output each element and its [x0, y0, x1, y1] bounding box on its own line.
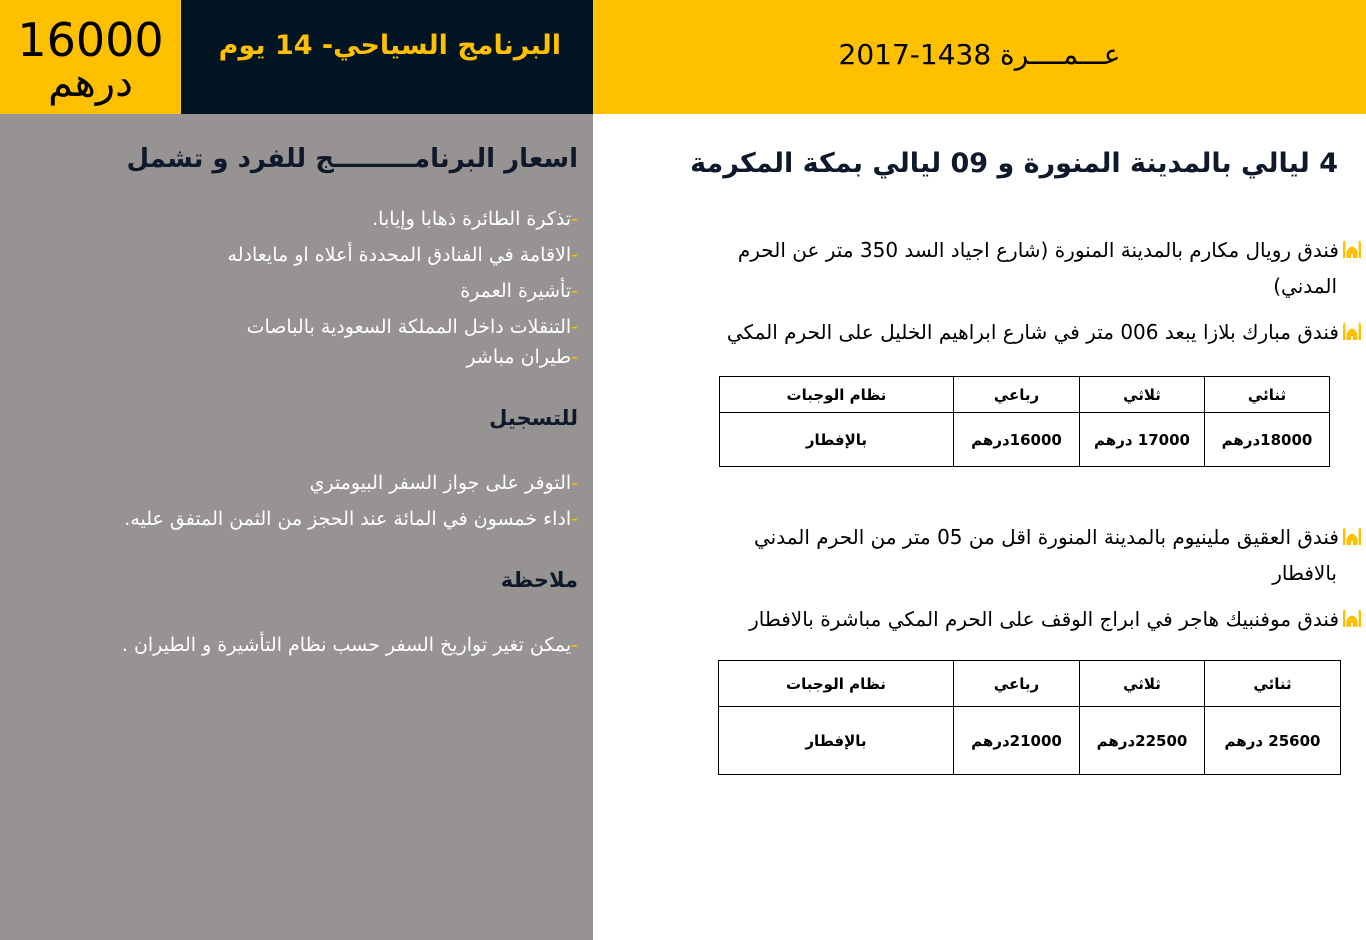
hotel-item-medina-1: فندق رويال مكارم بالمدينة المنورة (شارع اجياد السد 350 متر عن الحرم المدني) [622, 232, 1362, 304]
includes-item: -الاقامة في الفنادق المحددة أعلاه او مايعادله [227, 244, 578, 266]
includes-item: -تذكرة الطائرة ذهابا وإيابا. [372, 208, 578, 230]
table-cell: 25600 درهم [1205, 707, 1341, 775]
registration-item: -اداء خمسون في المائة عند الحجز من الثمن المتفق عليه. [124, 508, 578, 530]
table-cell: بالإفطار [720, 413, 954, 467]
mosque-icon [1342, 239, 1362, 259]
umrah-title-box [593, 0, 1366, 114]
hotel-item-mecca-1: فندق مبارك بلازا يبعد 006 متر في شارع ابراهيم الخليل على الحرم المكي [727, 314, 1362, 350]
includes-heading: اسعار البرنامـــــــــج للفرد و تشمل [126, 144, 578, 174]
table-header-row [720, 377, 1330, 413]
hotel-item-medina-2: فندق العقيق ملينيوم بالمدينة المنورة اقل من 05 متر من الحرم المدني بالافطار [622, 519, 1362, 591]
mosque-icon [1342, 526, 1362, 546]
table-header-cell: نظام الوجبات [719, 661, 954, 707]
table-header-cell: ثلاثي [1080, 661, 1205, 707]
mosque-icon [1342, 608, 1362, 628]
program-title-box [181, 0, 593, 114]
table-header-cell: رباعي [954, 661, 1080, 707]
registration-heading: للتسجيل [489, 406, 578, 430]
program-title: البرنامج السياحي- 14 يوم [218, 30, 561, 61]
price-table-2 [718, 660, 1341, 775]
table-cell: 16000درهم [954, 413, 1080, 467]
hotel-line-continued: بالافطار [1272, 561, 1337, 585]
includes-item: -طيران مباشر [466, 346, 578, 368]
table-header-row [719, 661, 1341, 707]
note-item: -يمكن تغير تواريخ السفر حسب نظام التأشيرة و الطيران . [121, 634, 578, 656]
table-cell: 17000 درهم [1080, 413, 1205, 467]
price-table-1 [719, 376, 1330, 467]
registration-item: -التوفر على جواز السفر البيومتري [309, 472, 578, 494]
table-cell: 22500درهم [1080, 707, 1205, 775]
price-currency: درهم [48, 60, 133, 106]
table-header-cell: ثلاثي [1080, 377, 1205, 413]
table-cell: 18000درهم [1205, 413, 1330, 467]
includes-item: -التنقلات داخل المملكة السعودية بالباصات [246, 316, 578, 338]
includes-item: -تأشيرة العمرة [460, 280, 578, 302]
table-header-cell: ثنائي [1205, 377, 1330, 413]
table-header-cell: رباعي [954, 377, 1080, 413]
table-header-cell: نظام الوجبات [720, 377, 954, 413]
price-box [0, 0, 181, 114]
table-row [720, 413, 1330, 467]
table-cell: بالإفطار [719, 707, 954, 775]
details-panel [0, 114, 593, 940]
hotel-line-continued: المدني) [1273, 274, 1337, 298]
nights-title: 4 ليالي بالمدينة المنورة و 09 ليالي بمكة المكرمة [690, 148, 1338, 179]
table-row [719, 707, 1341, 775]
price-amount: 16000 [17, 13, 164, 67]
hotel-item-mecca-2: فندق موفنبيك هاجر في ابراج الوقف على الحرم المكي مباشرة بالافطار [749, 601, 1362, 637]
table-cell: 21000درهم [954, 707, 1080, 775]
mosque-icon [1342, 321, 1362, 341]
note-heading: ملاحظة [500, 568, 578, 592]
umrah-title: عـــمــــرة 1438-2017 [838, 38, 1121, 71]
table-header-cell: ثنائي [1205, 661, 1341, 707]
